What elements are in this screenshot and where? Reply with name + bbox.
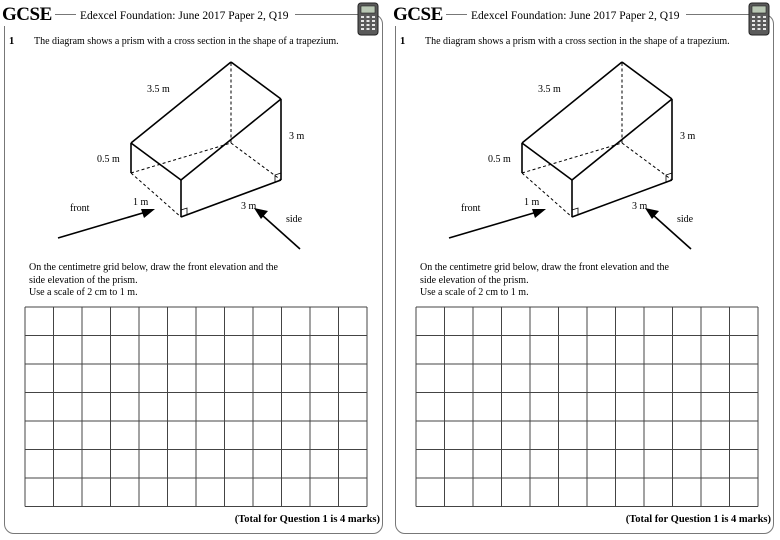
- instruction-line: Use a scale of 2 cm to 1 m.: [420, 287, 529, 298]
- instruction-line: Use a scale of 2 cm to 1 m.: [29, 287, 138, 298]
- prism-edge: [231, 62, 281, 99]
- centimetre-grid[interactable]: [415, 306, 759, 507]
- label-side: side: [286, 214, 303, 225]
- instruction-line: side elevation of the prism.: [29, 274, 138, 286]
- front-arrowhead: [532, 209, 546, 218]
- label-left-height: 0.5 m: [488, 154, 511, 165]
- total-marks: (Total for Question 1 is 4 marks): [234, 514, 380, 525]
- label-front-width: 1 m: [524, 197, 540, 208]
- instruction-line: On the centimetre grid below, draw the front elevation and the: [29, 262, 278, 273]
- hidden-edge: [231, 143, 281, 180]
- label-front: front: [461, 203, 481, 214]
- label-top: 3.5 m: [147, 84, 170, 95]
- right-angle-mark: [572, 208, 578, 215]
- hidden-edge: [131, 143, 231, 173]
- question-text: The diagram shows a prism with a cross section in the shape of a trapezium.: [425, 36, 730, 47]
- label-left-height: 0.5 m: [97, 154, 120, 165]
- prism-edge: [572, 99, 672, 180]
- question-panel-left: [0, 0, 388, 540]
- question-number: 1: [400, 36, 406, 47]
- instructions: [29, 262, 329, 300]
- prism-edge: [522, 143, 572, 180]
- label-side-length: 3 m: [241, 201, 257, 212]
- prism-diagram: [0, 0, 388, 300]
- gcse-logo: GCSE: [392, 4, 446, 26]
- question-panel-right: [391, 0, 779, 540]
- hidden-edge: [622, 143, 672, 180]
- front-arrow: [449, 212, 537, 238]
- gcse-logo: GCSE: [1, 4, 55, 26]
- prism-edge: [131, 143, 181, 180]
- hidden-edge: [131, 173, 181, 217]
- header-title: Edexcel Foundation: June 2017 Paper 2, Q19: [467, 10, 686, 22]
- prism-edge: [622, 62, 672, 99]
- label-side: side: [677, 214, 694, 225]
- prism-edge: [131, 62, 231, 143]
- question-text: The diagram shows a prism with a cross section in the shape of a trapezium.: [34, 36, 339, 47]
- label-front: front: [70, 203, 90, 214]
- header-title: Edexcel Foundation: June 2017 Paper 2, Q19: [76, 10, 295, 22]
- label-right-height: 3 m: [289, 131, 305, 142]
- instruction-line: On the centimetre grid below, draw the front elevation and the: [420, 262, 669, 273]
- prism-diagram: [391, 0, 779, 300]
- prism-edge: [181, 99, 281, 180]
- centimetre-grid[interactable]: [24, 306, 368, 507]
- total-marks: (Total for Question 1 is 4 marks): [625, 514, 771, 525]
- prism-edge: [522, 62, 622, 143]
- hidden-edge: [522, 143, 622, 173]
- label-right-height: 3 m: [680, 131, 696, 142]
- question-number: 1: [9, 36, 15, 47]
- right-angle-mark: [181, 208, 187, 215]
- label-side-length: 3 m: [632, 201, 648, 212]
- front-arrow: [58, 212, 146, 238]
- instruction-line: side elevation of the prism.: [420, 274, 529, 286]
- instructions: [420, 262, 720, 300]
- label-top: 3.5 m: [538, 84, 561, 95]
- front-arrowhead: [141, 209, 155, 218]
- hidden-edge: [522, 173, 572, 217]
- label-front-width: 1 m: [133, 197, 149, 208]
